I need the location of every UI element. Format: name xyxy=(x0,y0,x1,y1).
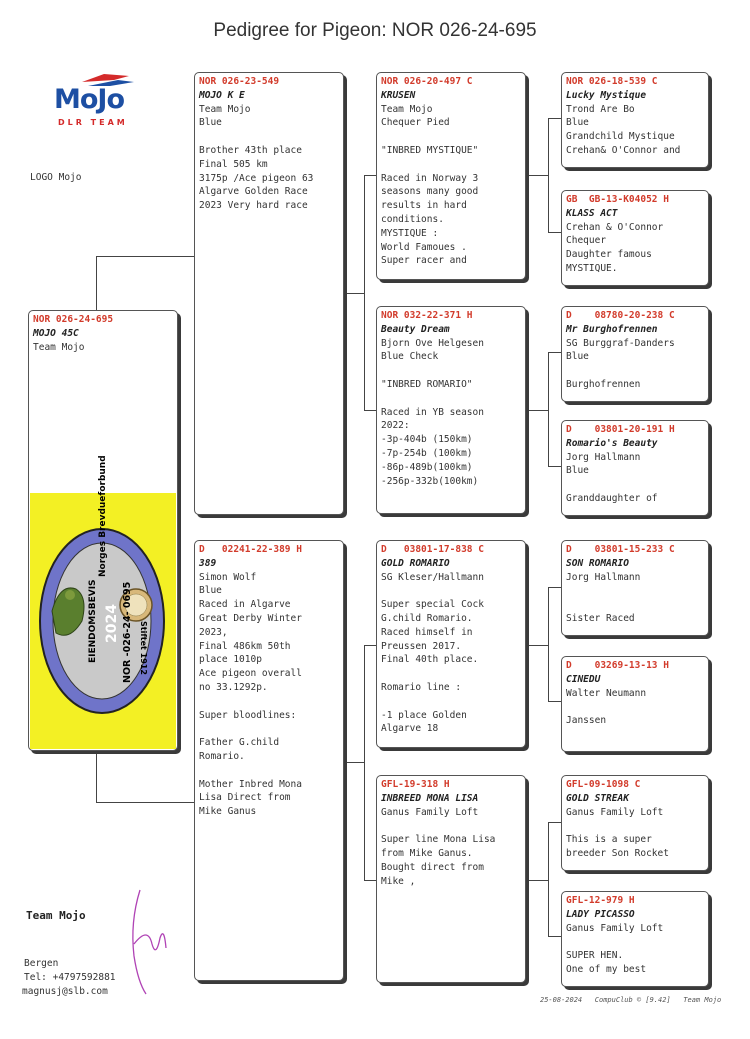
pigeon-name: INBREED MONA LISA xyxy=(381,792,479,804)
pigeon-info-line: place 1010p xyxy=(199,654,262,666)
pigeon-info-line xyxy=(381,392,521,406)
pigeon-card-sds[interactable] xyxy=(561,306,709,402)
pigeon-info-line: Raced himself in xyxy=(381,626,473,638)
pigeon-info-line: World Famoues . xyxy=(381,241,467,253)
pigeon-info-line: "INBRED MYSTIQUE" xyxy=(381,144,479,156)
pigeon-info-line: Bought direct from xyxy=(381,861,484,873)
pigeon-card-ss[interactable] xyxy=(376,72,526,280)
pigeon-info-line: Blue Check xyxy=(381,351,439,363)
pigeon-info-line: Bjorn Ove Helgesen xyxy=(381,337,484,349)
certificate-ring: NOR -026-24- 0695 xyxy=(122,581,133,683)
pigeon-info-line: Blue xyxy=(566,465,589,477)
pigeon-info-line: SG Burggraf-Danders xyxy=(566,337,675,349)
logo-subtitle: DLR TEAM xyxy=(58,118,128,127)
pigeon-card-ddd[interactable] xyxy=(561,891,709,987)
pigeon-info-line: Mother Inbred Mona xyxy=(199,778,302,790)
pigeon-card-dd[interactable] xyxy=(376,775,526,983)
connector-line xyxy=(96,802,196,803)
pigeon-info-line: G.child Romario. xyxy=(381,612,473,624)
pigeon-info-line xyxy=(566,700,704,714)
pigeon-info-line: from Mike Ganus. xyxy=(381,847,473,859)
certificate-doc: EIENDOMSBEVIS xyxy=(88,579,98,663)
pigeon-info-line: MYSTIQUE. xyxy=(566,262,618,274)
ring-number: D 08780-20-238 C xyxy=(566,310,675,321)
pigeon-info-line xyxy=(566,478,704,492)
ring-number: GFL-09-1098 C xyxy=(566,779,641,790)
pigeon-info-line: Final 486km 50th xyxy=(199,640,291,652)
pigeon-info-line: seasons many good xyxy=(381,186,479,198)
connector-line xyxy=(528,175,548,176)
connector-line xyxy=(548,466,562,467)
connector-line xyxy=(344,293,364,294)
pigeon-info-line: One of my best xyxy=(566,963,647,975)
pigeon-info-line: Algarve Golden Race xyxy=(199,186,308,198)
connector-line xyxy=(364,645,365,880)
connector-line xyxy=(548,118,562,119)
connector-line xyxy=(96,256,97,312)
pigeon-info-line: -7p-254b (100km) xyxy=(381,447,473,459)
pigeon-name: Mr Burghofrennen xyxy=(566,323,658,335)
owner-name: Team Mojo xyxy=(26,909,86,922)
pigeon-info-line xyxy=(381,158,521,172)
pigeon-info-line xyxy=(381,584,521,598)
logo-brand: MoJo xyxy=(54,84,125,115)
connector-line xyxy=(528,645,548,646)
pigeon-card-sire[interactable] xyxy=(194,72,344,515)
pigeon-info-line xyxy=(381,667,521,681)
pigeon-name: 389 xyxy=(199,557,217,569)
owner-email[interactable]: magnusj@slb.com xyxy=(22,986,108,997)
pigeon-info-line: Janssen xyxy=(566,715,607,727)
pigeon-info-line: Raced in YB season xyxy=(381,406,484,418)
pigeon-info-line: Crehan & O'Connor xyxy=(566,221,664,233)
pigeon-name: LADY PICASSO xyxy=(566,908,635,920)
pigeon-info-line: Blue xyxy=(566,351,589,363)
pigeon-info-line: Ganus Family Loft xyxy=(566,922,664,934)
certificate-year: 2024 xyxy=(104,604,120,643)
pigeon-name: GOLD ROMARIO xyxy=(381,557,450,569)
pigeon-info-line xyxy=(199,764,339,778)
pigeon-info-line xyxy=(381,130,521,144)
pigeon-info-line: Granddaughter of xyxy=(566,492,658,504)
pigeon-card-sdd[interactable] xyxy=(561,420,709,516)
pigeon-info-line: Walter Neumann xyxy=(566,687,647,699)
pigeon-card-dam[interactable] xyxy=(194,540,344,981)
ring-number: D 03269-13-13 H xyxy=(566,660,669,671)
ring-number: D 03801-20-191 H xyxy=(566,424,675,435)
pigeon-info-line: 2023, xyxy=(199,626,228,638)
connector-line xyxy=(548,352,562,353)
pigeon-info-line: Raced in Norway 3 xyxy=(381,172,479,184)
pigeon-info-line: Father G.child xyxy=(199,737,280,749)
pigeon-card-sss[interactable] xyxy=(561,72,709,168)
pigeon-info-line: Super racer and xyxy=(381,255,467,267)
ring-number: GFL-19-318 H xyxy=(381,779,450,790)
ring-number: GFL-12-979 H xyxy=(566,895,635,906)
pigeon-info-line: no 33.1292p. xyxy=(199,681,268,693)
connector-line xyxy=(548,232,562,233)
connector-line xyxy=(96,256,196,257)
owner-phone: Tel: +4797592881 xyxy=(24,972,116,983)
pigeon-card-ssd[interactable] xyxy=(561,190,709,286)
pigeon-info-line: Simon Wolf xyxy=(199,571,257,583)
pigeon-info-line: Final 40th place. xyxy=(381,654,479,666)
pigeon-info-line: Raced in Algarve xyxy=(199,599,291,611)
pigeon-info-line: 3175p /Ace pigeon 63 xyxy=(199,172,314,184)
pigeon-info-line xyxy=(199,722,339,736)
pigeon-info-line: Algarve 18 xyxy=(381,723,439,735)
pigeon-info-line: Final 505 km xyxy=(199,158,268,170)
pigeon-info-line xyxy=(566,364,704,378)
ring-number: D 03801-15-233 C xyxy=(566,544,675,555)
ring-number: NOR 026-18-539 C xyxy=(566,76,658,87)
mojo-logo xyxy=(52,70,142,135)
pigeon-name: CINEDU xyxy=(566,673,601,685)
connector-line xyxy=(548,822,562,823)
connector-line xyxy=(528,410,548,411)
logo-caption: LOGO Mojo xyxy=(30,172,82,183)
ownership-certificate xyxy=(30,455,176,749)
pigeon-info-line: Preussen 2017. xyxy=(381,640,462,652)
pigeon-info-line xyxy=(381,819,521,833)
pigeon-name: Lucky Mystique xyxy=(566,89,647,101)
pigeon-info-line: Jorg Hallmann xyxy=(566,571,641,583)
pigeon-info-line xyxy=(566,819,704,833)
pigeon-info-line: -86p-489b(100km) xyxy=(381,461,473,473)
ring-number: NOR 026-20-497 C xyxy=(381,76,473,87)
connector-line xyxy=(344,762,364,763)
pigeon-info-line: Grandchild Mystique xyxy=(566,131,675,143)
pigeon-info-line xyxy=(381,364,521,378)
ring-number: NOR 026-23-549 xyxy=(199,76,280,87)
pigeon-card-dss[interactable] xyxy=(561,540,709,636)
pigeon-info-line: Mike Ganus xyxy=(199,806,257,818)
pigeon-info-line xyxy=(566,598,704,612)
owner-city: Bergen xyxy=(24,958,59,969)
pigeon-info-line: -3p-404b (150km) xyxy=(381,434,473,446)
pigeon-info-line: Daughter famous xyxy=(566,249,652,261)
pigeon-info-line xyxy=(199,130,339,144)
pigeon-card-sd[interactable] xyxy=(376,306,526,514)
connector-line xyxy=(548,352,549,466)
pigeon-info-line: results in hard xyxy=(381,200,467,212)
connector-line xyxy=(364,175,365,410)
pigeon-info-line xyxy=(199,695,339,709)
pigeon-info-line: "INBRED ROMARIO" xyxy=(381,378,473,390)
pigeon-info-line: Romario line : xyxy=(381,681,462,693)
pigeon-info-line: 2023 Very hard race xyxy=(199,200,308,212)
pigeon-name: Beauty Dream xyxy=(381,323,450,335)
pigeon-info-line: Crehan& O'Connor and xyxy=(566,144,681,156)
connector-line xyxy=(548,701,562,702)
pigeon-name: KLASS ACT xyxy=(566,207,618,219)
pigeon-info-line: This is a super xyxy=(566,834,652,846)
pigeon-info-line: Jorg Hallmann xyxy=(566,451,641,463)
ring-number: D 03801-17-838 C xyxy=(381,544,484,555)
pigeon-info-line: Team Mojo xyxy=(381,103,433,115)
ring-number: NOR 026-24-695 xyxy=(33,314,114,325)
pigeon-info-line: Super line Mona Lisa xyxy=(381,834,496,846)
footer-text: 25-08-2024 CompuClub © [9.42] Team Mojo xyxy=(540,996,722,1004)
ring-number: GB GB-13-K04052 H xyxy=(566,194,669,205)
pigeon-info-line: Chequer Pied xyxy=(381,117,450,129)
pigeon-info-line: Burghofrennen xyxy=(566,378,641,390)
connector-line xyxy=(548,822,549,936)
pigeon-name: KRUSEN xyxy=(381,89,416,101)
pigeon-info-line: Brother 43th place xyxy=(199,144,302,156)
pigeon-info-line: conditions. xyxy=(381,213,444,225)
pigeon-info-line: SG Kleser/Hallmann xyxy=(381,571,484,583)
pigeon-info-line xyxy=(381,695,521,709)
pigeon-info-line: Chequer xyxy=(566,235,607,247)
pigeon-info-line: Ganus Family Loft xyxy=(566,806,664,818)
pigeon-info-line: Ace pigeon overall xyxy=(199,668,302,680)
pigeon-name: SON ROMARIO xyxy=(566,557,629,569)
pigeon-info-line: Super bloodlines: xyxy=(199,709,297,721)
pigeon-info-line: Mike , xyxy=(381,875,416,887)
pigeon-info-line: Lisa Direct from xyxy=(199,792,291,804)
pigeon-info-line: breeder Son Rocket xyxy=(566,847,669,859)
connector-line xyxy=(548,118,549,232)
ring-number: D 02241-22-389 H xyxy=(199,544,302,555)
certificate-org: Norges Brevdueforbund xyxy=(98,455,108,577)
pigeon-info-line: Blue xyxy=(199,117,222,129)
pigeon-info-line xyxy=(566,935,704,949)
pigeon-info-line: Blue xyxy=(199,585,222,597)
pigeon-info-line xyxy=(566,584,704,598)
connector-line xyxy=(528,880,548,881)
pigeon-info-line: 2022: xyxy=(381,420,410,432)
connector-line xyxy=(96,750,97,802)
connector-line xyxy=(548,587,549,701)
pigeon-info-line: -256p-332b(100km) xyxy=(381,475,479,487)
pigeon-name: Romario's Beauty xyxy=(566,437,658,449)
pigeon-info-line: Blue xyxy=(566,117,589,129)
pigeon-name: GOLD STREAK xyxy=(566,792,629,804)
pigeon-info-line: Sister Raced xyxy=(566,612,635,624)
ring-number: NOR 032-22-371 H xyxy=(381,310,473,321)
pigeon-card-ds[interactable] xyxy=(376,540,526,748)
connector-line xyxy=(548,587,562,588)
pigeon-info-line: Romario. xyxy=(199,750,245,762)
pigeon-info-line: MYSTIQUE : xyxy=(381,227,439,239)
signature-icon xyxy=(122,882,172,1002)
pigeon-info-line: Team Mojo xyxy=(199,103,251,115)
page-title: Pedigree for Pigeon: NOR 026-24-695 xyxy=(213,20,537,41)
pigeon-info-line: Great Derby Winter xyxy=(199,612,302,624)
pigeon-info-line: Ganus Family Loft xyxy=(381,806,479,818)
certificate-founded: Stiftet 1912 xyxy=(139,621,148,675)
pigeon-card-dsd[interactable] xyxy=(561,656,709,752)
pigeon-name: MOJO 45C xyxy=(33,327,79,339)
connector-line xyxy=(548,936,562,937)
pigeon-card-dds[interactable] xyxy=(561,775,709,871)
pigeon-info-line: Super special Cock xyxy=(381,599,484,611)
pigeon-info-line: Trond Are Bo xyxy=(566,103,635,115)
pigeon-info-line: Team Mojo xyxy=(33,341,85,353)
pigeon-info-line: SUPER HEN. xyxy=(566,950,624,962)
pigeon-name: MOJO K E xyxy=(199,89,245,101)
pigeon-info-line: -1 place Golden xyxy=(381,709,467,721)
